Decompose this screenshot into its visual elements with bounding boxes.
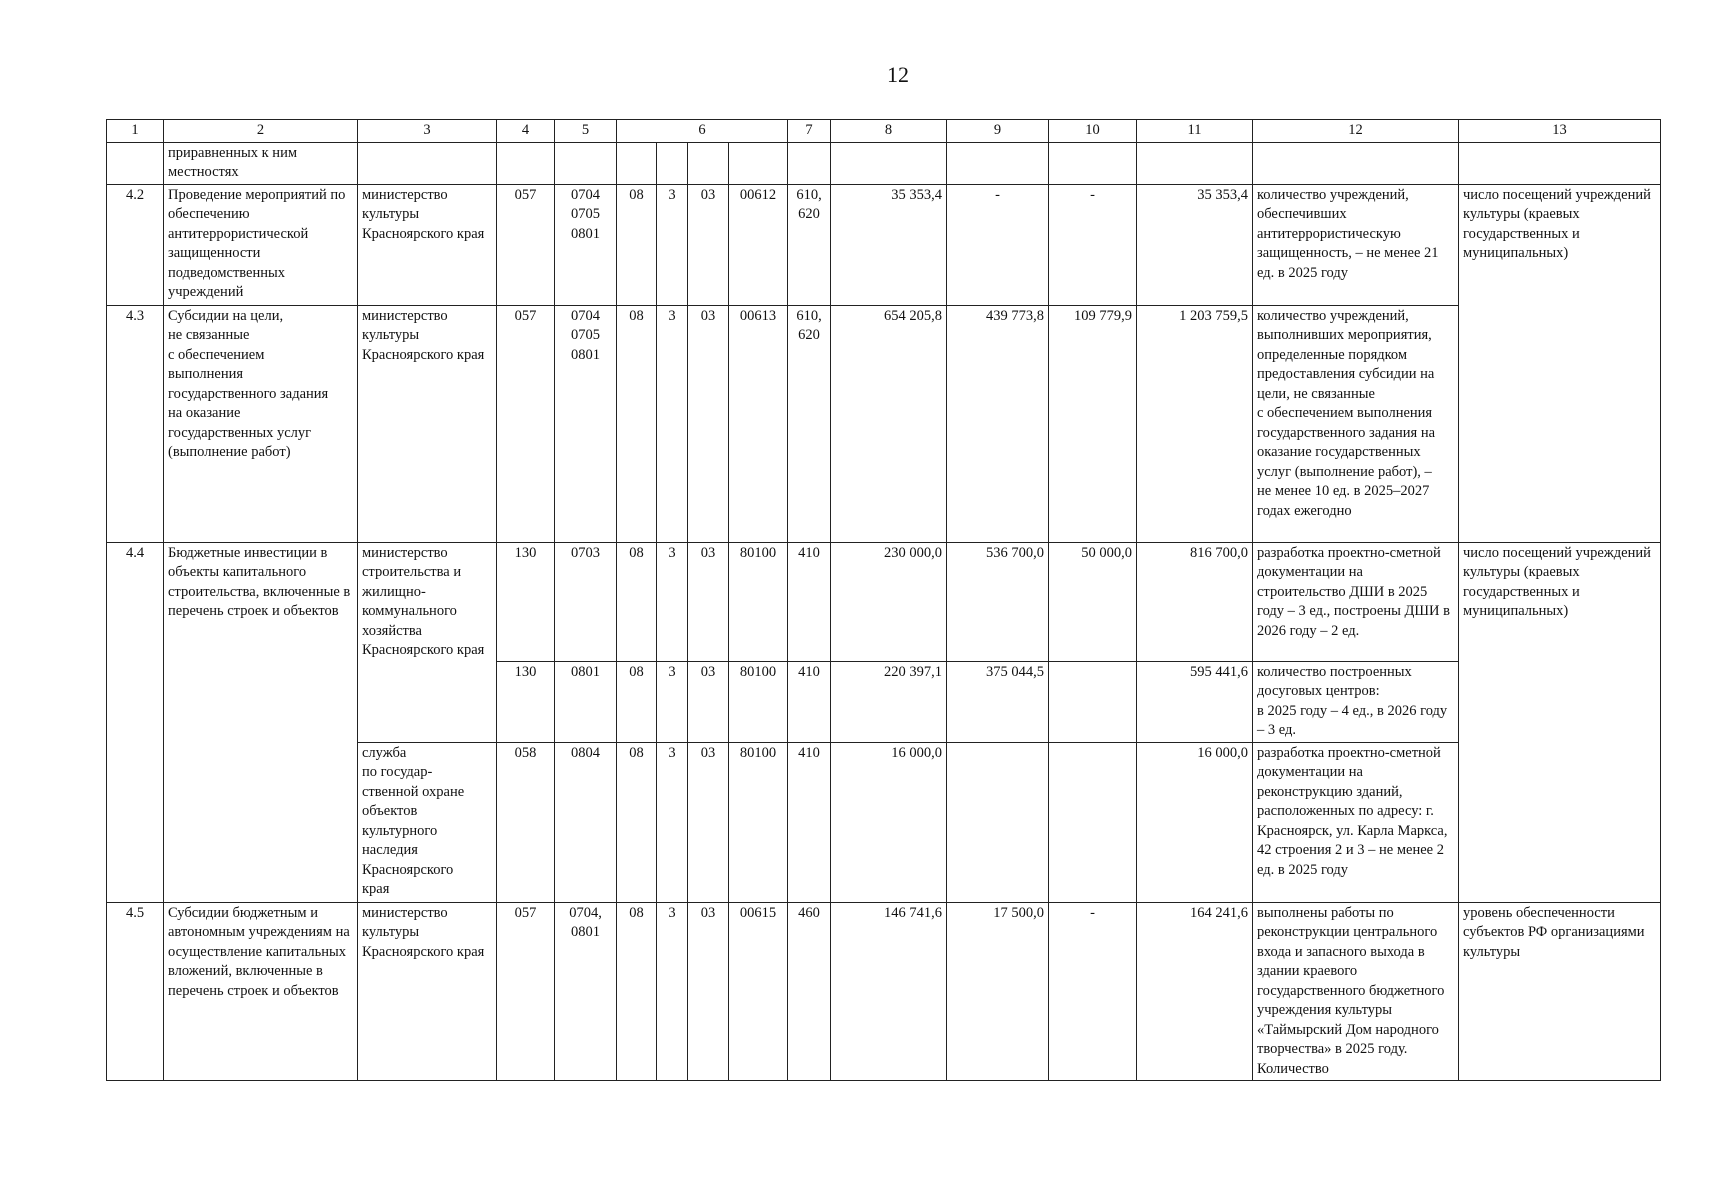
activity-name: приравненных к ним местностях xyxy=(164,142,358,184)
result-cell: количество построенных досуговых центров: в 2025 году – 4 ед., в 2026 году – 3 ед. xyxy=(1253,661,1459,742)
code-cell: 057 xyxy=(497,305,555,542)
result-cell: количество учреждений, обеспечивших антитеррористическую защищенность, – не менее 21 ед. в 2025 году xyxy=(1253,184,1459,305)
code-cell: 08 xyxy=(617,542,657,661)
header-cell: 4 xyxy=(497,120,555,143)
code-cell: 0704, 0801 xyxy=(555,902,617,1081)
amount-cell: 109 779,9 xyxy=(1049,305,1137,542)
amount-cell: 35 353,4 xyxy=(831,184,947,305)
code-cell: 0804 xyxy=(555,742,617,902)
code-cell: 0704 0705 0801 xyxy=(555,305,617,542)
header-cell: 13 xyxy=(1459,120,1661,143)
code-cell: 3 xyxy=(657,902,688,1081)
indicator-cell: число посещений учреждений культуры (краевых государственных и муниципальных) xyxy=(1459,542,1661,902)
amount-cell: 17 500,0 xyxy=(947,902,1049,1081)
code-cell: 80100 xyxy=(729,542,788,661)
code-cell: 3 xyxy=(657,742,688,902)
code-cell: 0801 xyxy=(555,661,617,742)
amount-cell: 816 700,0 xyxy=(1137,542,1253,661)
code-cell: 08 xyxy=(617,742,657,902)
code-cell: 03 xyxy=(688,305,729,542)
amount-cell: - xyxy=(947,184,1049,305)
row-number: 4.5 xyxy=(107,902,164,1081)
code-cell: 00613 xyxy=(729,305,788,542)
code-cell: 80100 xyxy=(729,661,788,742)
header-cell: 7 xyxy=(788,120,831,143)
budget-manager: служба по государ- ственной охране объектов культурного наследия Красноярского края xyxy=(358,742,497,902)
code-cell: 130 xyxy=(497,542,555,661)
code-cell: 3 xyxy=(657,661,688,742)
amount-cell xyxy=(947,742,1049,902)
amount-cell: 16 000,0 xyxy=(831,742,947,902)
code-cell: 410 xyxy=(788,661,831,742)
budget-manager: министерство культуры Красноярского края xyxy=(358,184,497,305)
code-cell: 3 xyxy=(657,305,688,542)
code-cell: 3 xyxy=(657,542,688,661)
code-cell: 610, 620 xyxy=(788,305,831,542)
header-row xyxy=(107,120,1661,143)
amount-cell: 595 441,6 xyxy=(1137,661,1253,742)
header-cell: 1 xyxy=(107,120,164,143)
code-cell: 00615 xyxy=(729,902,788,1081)
amount-cell: 16 000,0 xyxy=(1137,742,1253,902)
code-cell: 03 xyxy=(688,742,729,902)
row-number: 4.4 xyxy=(107,542,164,902)
code-cell: 08 xyxy=(617,902,657,1081)
budget-manager: министерство культуры Красноярского края xyxy=(358,305,497,542)
code-cell: 610, 620 xyxy=(788,184,831,305)
header-cell: 5 xyxy=(555,120,617,143)
code-cell: 03 xyxy=(688,661,729,742)
code-cell: 130 xyxy=(497,661,555,742)
amount-cell: 536 700,0 xyxy=(947,542,1049,661)
header-cell: 3 xyxy=(358,120,497,143)
row-number: 4.2 xyxy=(107,184,164,305)
code-cell: 03 xyxy=(688,902,729,1081)
result-cell: разработка проектно-сметной документации на реконструкцию зданий, расположенных по адресу: г. Красноярск, ул. Карла Маркса, 42 строения 2 и 3 – не менее 2 ед. в 2025 году xyxy=(1253,742,1459,902)
amount-cell: 50 000,0 xyxy=(1049,542,1137,661)
activity-name: Проведение мероприятий по обеспечению антитеррористической защищенности подведомственных учреждений xyxy=(164,184,358,305)
table-row xyxy=(107,184,1661,305)
page-number: 12 xyxy=(887,62,909,87)
result-cell: количество учреждений, выполнивших мероприятия, определенные порядком предоставления субсидии на цели, не связанные с обеспечением выполнения государственного задания на оказание государственных услуг (выполнение работ), – не менее 10 ед. в 2025–2027 годах ежегодно xyxy=(1253,305,1459,542)
header-cell: 2 xyxy=(164,120,358,143)
amount-cell: - xyxy=(1049,184,1137,305)
amount-cell: 654 205,8 xyxy=(831,305,947,542)
code-cell: 0703 xyxy=(555,542,617,661)
table-row xyxy=(107,305,1661,542)
code-cell: 0704 0705 0801 xyxy=(555,184,617,305)
amount-cell xyxy=(1049,661,1137,742)
code-cell: 057 xyxy=(497,184,555,305)
activity-name: Бюджетные инвестиции в объекты капитального строительства, включенные в перечень строек и объектов xyxy=(164,542,358,902)
header-cell: 9 xyxy=(947,120,1049,143)
table-row xyxy=(107,142,1661,184)
header-cell: 8 xyxy=(831,120,947,143)
code-cell: 08 xyxy=(617,184,657,305)
amount-cell: 35 353,4 xyxy=(1137,184,1253,305)
code-cell: 08 xyxy=(617,661,657,742)
amount-cell: 146 741,6 xyxy=(831,902,947,1081)
amount-cell: 1 203 759,5 xyxy=(1137,305,1253,542)
code-cell: 3 xyxy=(657,184,688,305)
amount-cell: 220 397,1 xyxy=(831,661,947,742)
activity-name: Субсидии бюджетным и автономным учреждениям на осуществление капитальных вложений, включенные в перечень строек и объектов xyxy=(164,902,358,1081)
table-row xyxy=(107,542,1661,661)
code-cell: 460 xyxy=(788,902,831,1081)
code-cell: 80100 xyxy=(729,742,788,902)
amount-cell: 375 044,5 xyxy=(947,661,1049,742)
header-cell: 11 xyxy=(1137,120,1253,143)
code-cell: 03 xyxy=(688,184,729,305)
code-cell: 410 xyxy=(788,542,831,661)
budget-manager: министерство строительства и жилищно-коммунального хозяйства Красноярского края xyxy=(358,542,497,742)
program-activities-table xyxy=(106,119,1661,1081)
amount-cell xyxy=(1049,742,1137,902)
header-cell: 12 xyxy=(1253,120,1459,143)
activity-name: Субсидии на цели, не связанные с обеспечением выполнения государственного задания на оказание государственных услуг (выполнение работ) xyxy=(164,305,358,542)
amount-cell: 230 000,0 xyxy=(831,542,947,661)
result-cell: выполнены работы по реконструкции центрального входа и запасного выхода в здании краевого государственного бюджетного учреждения культуры «Таймырский Дом народного творчества» в 2025 году. Количество xyxy=(1253,902,1459,1081)
amount-cell: - xyxy=(1049,902,1137,1081)
code-cell: 00612 xyxy=(729,184,788,305)
header-cell: 6 xyxy=(617,120,788,143)
indicator-cell: уровень обеспеченности субъектов РФ организациями культуры xyxy=(1459,902,1661,1081)
code-cell: 057 xyxy=(497,902,555,1081)
amount-cell: 164 241,6 xyxy=(1137,902,1253,1081)
code-cell: 08 xyxy=(617,305,657,542)
result-cell: разработка проектно-сметной документации на строительство ДШИ в 2025 году – 3 ед., построены ДШИ в 2026 году – 2 ед. xyxy=(1253,542,1459,661)
code-cell: 03 xyxy=(688,542,729,661)
header-cell: 10 xyxy=(1049,120,1137,143)
indicator-cell: число посещений учреждений культуры (краевых государственных и муниципальных) xyxy=(1459,184,1661,542)
table-row xyxy=(107,902,1661,1081)
budget-manager: министерство культуры Красноярского края xyxy=(358,902,497,1081)
amount-cell: 439 773,8 xyxy=(947,305,1049,542)
code-cell: 058 xyxy=(497,742,555,902)
row-number: 4.3 xyxy=(107,305,164,542)
code-cell: 410 xyxy=(788,742,831,902)
